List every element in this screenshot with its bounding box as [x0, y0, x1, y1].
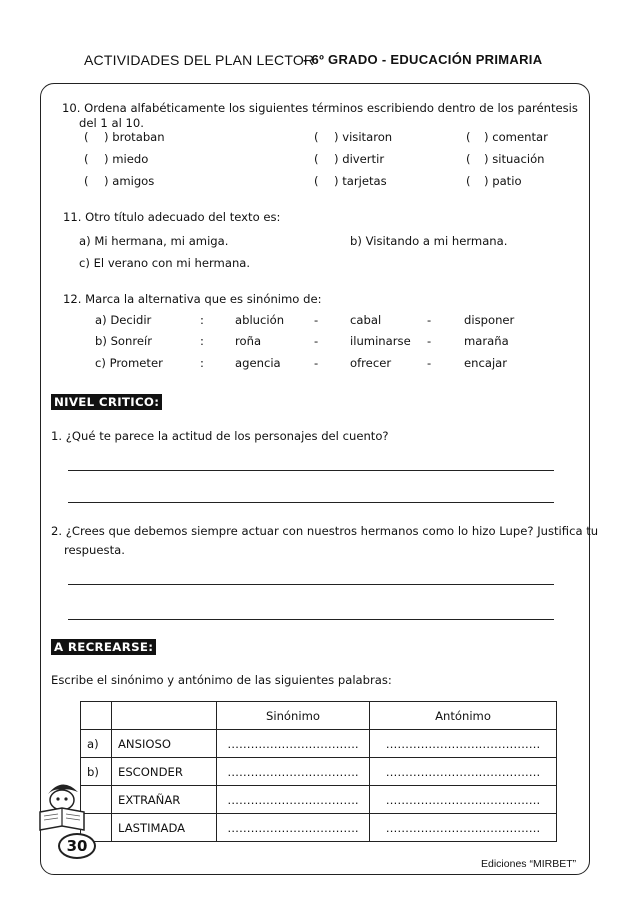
paren-open: (	[84, 130, 89, 144]
q10-prompt: 10. Ordena alfabéticamente los siguientes términos escribiendo dentro de los paréntesis	[62, 101, 578, 115]
table-row	[81, 758, 557, 786]
q12-a-option-2[interactable]: cabal	[350, 313, 382, 327]
antonym-blank[interactable]: ………………………………….	[370, 786, 557, 814]
term-amigos: ) amigos	[104, 174, 155, 188]
synonym-blank[interactable]: …………………………….	[217, 814, 370, 842]
row-letter: b)	[81, 758, 112, 786]
answer-line[interactable]	[68, 584, 554, 585]
synonym-blank[interactable]: …………………………….	[217, 730, 370, 758]
table-cell	[112, 702, 217, 730]
reading-mascot-icon	[28, 772, 98, 842]
critical-question-2-cont: respuesta.	[64, 543, 125, 557]
q12-word-a: a) Decidir	[95, 313, 152, 327]
q12-a-option-1[interactable]: ablución	[235, 313, 285, 327]
paren-open: (	[314, 174, 319, 188]
q12-b-option-1[interactable]: roña	[235, 334, 262, 348]
column-header-synonym: Sinónimo	[217, 702, 370, 730]
q12-word-b: b) Sonreír	[95, 334, 153, 348]
q12-dash: -	[427, 313, 432, 327]
critical-question-1: 1. ¿Qué te parece la actitud de los personajes del cuento?	[51, 429, 389, 443]
paren-open: (	[84, 174, 89, 188]
term-visitaron: ) visitaron	[334, 130, 393, 144]
q12-dash: -	[314, 313, 319, 327]
q12-c-option-1[interactable]: agencia	[235, 356, 281, 370]
antonym-blank[interactable]: ………………………………….	[370, 758, 557, 786]
q11-option-b[interactable]: b) Visitando a mi hermana.	[350, 234, 508, 248]
q11-option-a[interactable]: a) Mi hermana, mi amiga.	[79, 234, 229, 248]
term-comentar: ) comentar	[484, 130, 548, 144]
q12-b-option-2[interactable]: iluminarse	[350, 334, 411, 348]
antonym-blank[interactable]: ………………………………….	[370, 814, 557, 842]
publisher-footer: Ediciones “MIRBET”	[481, 858, 577, 870]
synonym-blank[interactable]: …………………………….	[217, 758, 370, 786]
paren-open: (	[314, 152, 319, 166]
row-word: ANSIOSO	[112, 730, 217, 758]
q12-prompt: 12. Marca la alternativa que es sinónimo de:	[63, 292, 322, 306]
page-number: 30	[58, 833, 96, 859]
section-label-nivel-critico: NIVEL CRITICO:	[51, 394, 162, 410]
row-word: ESCONDER	[112, 758, 217, 786]
section-label-recrearse: A RECREARSE:	[51, 639, 156, 655]
q12-dash: -	[427, 334, 432, 348]
q12-c-option-2[interactable]: ofrecer	[350, 356, 392, 370]
table-row	[81, 814, 557, 842]
paren-open: (	[466, 174, 471, 188]
table-header-row	[81, 702, 557, 730]
paren-open: (	[466, 152, 471, 166]
synonym-antonym-table	[80, 701, 557, 842]
term-divertir: ) divertir	[334, 152, 385, 166]
term-miedo: ) miedo	[104, 152, 149, 166]
q10-prompt-cont: del 1 al 10.	[79, 116, 144, 130]
term-patio: ) patio	[484, 174, 522, 188]
table-row	[81, 786, 557, 814]
q11-option-c[interactable]: c) El verano con mi hermana.	[79, 256, 251, 270]
synonym-blank[interactable]: …………………………….	[217, 786, 370, 814]
paren-open: (	[466, 130, 471, 144]
answer-line[interactable]	[68, 502, 554, 503]
q12-c-option-3[interactable]: encajar	[464, 356, 508, 370]
term-situacion: ) situación	[484, 152, 545, 166]
paren-open: (	[84, 152, 89, 166]
q12-a-option-3[interactable]: disponer	[464, 313, 515, 327]
row-word: LASTIMADA	[112, 814, 217, 842]
row-letter: a)	[81, 730, 112, 758]
table-cell	[81, 702, 112, 730]
header-title: ACTIVIDADES DEL PLAN LECTOR	[84, 52, 315, 68]
q12-colon: :	[200, 334, 204, 348]
q12-b-option-3[interactable]: maraña	[464, 334, 509, 348]
header-grade: - 6º GRADO - EDUCACIÓN PRIMARIA	[303, 52, 543, 67]
critical-question-2: 2. ¿Crees que debemos siempre actuar con nuestros hermanos como lo hizo Lupe? Justifica tu	[51, 524, 599, 538]
antonym-blank[interactable]: ………………………………….	[370, 730, 557, 758]
q12-colon: :	[200, 313, 204, 327]
q11-prompt: 11. Otro título adecuado del texto es:	[63, 210, 281, 224]
q12-word-c: c) Prometer	[95, 356, 163, 370]
paren-open: (	[314, 130, 319, 144]
answer-line[interactable]	[68, 470, 554, 471]
term-tarjetas: ) tarjetas	[334, 174, 387, 188]
term-brotaban: ) brotaban	[104, 130, 165, 144]
q12-dash: -	[314, 334, 319, 348]
q12-dash: -	[427, 356, 432, 370]
answer-line[interactable]	[68, 619, 554, 620]
q12-dash: -	[314, 356, 319, 370]
table-row	[81, 730, 557, 758]
recrearse-instruction: Escribe el sinónimo y antónimo de las siguientes palabras:	[51, 673, 392, 687]
row-word: EXTRAÑAR	[112, 786, 217, 814]
q12-colon: :	[200, 356, 204, 370]
column-header-antonym: Antónimo	[370, 702, 557, 730]
